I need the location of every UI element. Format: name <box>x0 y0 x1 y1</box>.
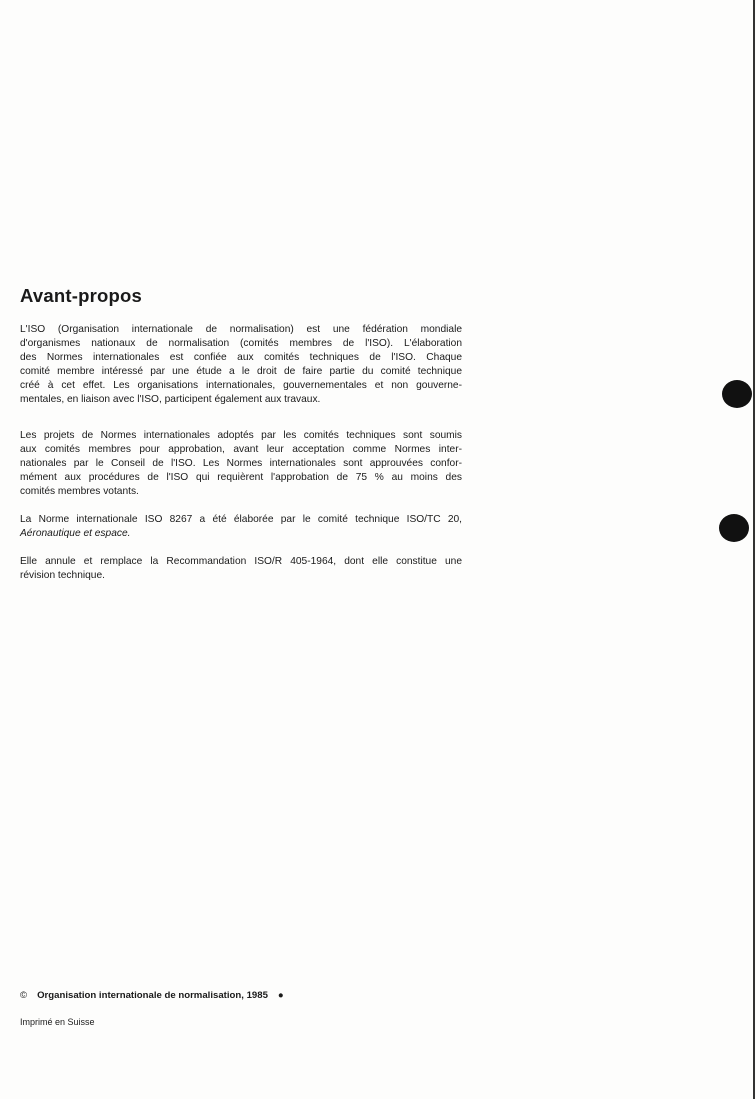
punch-hole-bottom <box>719 514 749 542</box>
text-line: aux comités membres pour approbation, avant leur acceptation comme Normes inter- <box>20 444 462 455</box>
page-edge <box>753 0 755 1099</box>
bullet-icon: ● <box>277 990 284 1001</box>
text-line: créé à cet effet. Les organisations internationales, gouvernementales et non gouverne- <box>20 380 462 391</box>
copyright-line <box>20 990 284 1001</box>
committee-name: Aéronautique et espace. <box>20 528 131 539</box>
text-line: comités membres votants. <box>20 486 139 497</box>
text-line: mentales, en liaison avec l'ISO, participent également aux travaux. <box>20 394 321 405</box>
text-line: Elle annule et remplace la Recommandation ISO/R 405-1964, dont elle constitue une <box>20 556 462 567</box>
text-line: des Normes internationales est confiée aux comités techniques de l'ISO. Chaque <box>20 352 462 363</box>
text-line: nationales par le Conseil de l'ISO. Les Normes internationales sont approuvées confor- <box>20 458 462 469</box>
copyright-icon: © <box>20 990 28 1001</box>
text-line: comité membre intéressé par une étude a le droit de faire partie du comité technique <box>20 366 462 377</box>
printed-in: Imprimé en Suisse <box>20 1017 95 1027</box>
paragraph-1 <box>20 323 462 407</box>
page-title: Avant-propos <box>20 285 142 306</box>
text-line: révision technique. <box>20 570 105 581</box>
text-line: La Norme internationale ISO 8267 a été élaborée par le comité technique ISO/TC 20, <box>20 514 462 525</box>
paragraph-2 <box>20 429 462 499</box>
text-line: d'organismes nationaux de normalisation (comités membres de l'ISO). L'élaboration <box>20 338 462 349</box>
paragraph-4 <box>20 555 462 583</box>
punch-hole-top <box>722 380 752 408</box>
text-line: mément aux procédures de l'ISO qui requièrent l'approbation de 75 % au moins des <box>20 472 462 483</box>
text-line: L'ISO (Organisation internationale de normalisation) est une fédération mondiale <box>20 324 462 335</box>
copyright-text: Organisation internationale de normalisation, 1985 <box>37 990 268 1001</box>
text-line: Les projets de Normes internationales adoptés par les comités techniques sont soumis <box>20 430 462 441</box>
paragraph-3 <box>20 513 462 541</box>
